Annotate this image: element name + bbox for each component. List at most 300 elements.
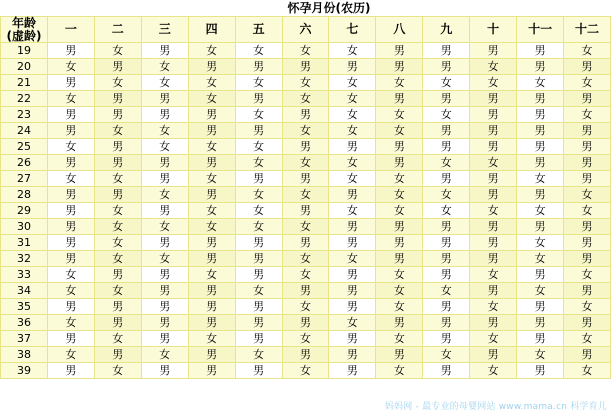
gender-cell: 男	[517, 91, 564, 107]
gender-cell: 女	[188, 75, 235, 91]
gender-cell: 男	[235, 331, 282, 347]
gender-cell: 女	[423, 283, 470, 299]
gender-cell: 女	[47, 59, 94, 75]
gender-cell: 男	[235, 267, 282, 283]
month-header-12: 十二	[564, 17, 611, 43]
table-row	[1, 171, 611, 187]
gender-cell: 男	[47, 75, 94, 91]
gender-cell: 女	[235, 347, 282, 363]
gender-cell: 男	[235, 91, 282, 107]
gender-cell: 男	[329, 267, 376, 283]
gender-cell: 女	[329, 107, 376, 123]
month-header-7: 七	[329, 17, 376, 43]
gender-cell: 女	[376, 283, 423, 299]
gender-cell: 男	[188, 299, 235, 315]
table-row	[1, 107, 611, 123]
chart-title: 怀孕月份(农历)	[47, 0, 610, 17]
table-row	[1, 331, 611, 347]
age-cell: 29	[1, 203, 48, 219]
gender-cell: 女	[517, 171, 564, 187]
gender-cell: 男	[517, 299, 564, 315]
gender-cell: 男	[282, 139, 329, 155]
gender-cell: 女	[564, 43, 611, 59]
gender-cell: 男	[141, 331, 188, 347]
month-header-3: 三	[141, 17, 188, 43]
gender-cell: 男	[564, 219, 611, 235]
gender-cell: 男	[235, 315, 282, 331]
gender-cell: 男	[282, 283, 329, 299]
gender-cell: 男	[564, 155, 611, 171]
age-cell: 22	[1, 91, 48, 107]
month-header-10: 十	[470, 17, 517, 43]
gender-cell: 男	[376, 219, 423, 235]
gender-cell: 男	[282, 203, 329, 219]
age-cell: 30	[1, 219, 48, 235]
gender-cell: 男	[188, 107, 235, 123]
gender-cell: 女	[376, 107, 423, 123]
gender-cell: 女	[423, 155, 470, 171]
gender-cell: 女	[141, 347, 188, 363]
gender-cell: 女	[141, 139, 188, 155]
gender-cell: 女	[94, 75, 141, 91]
gender-cell: 男	[517, 363, 564, 379]
gender-cell: 女	[376, 123, 423, 139]
gender-cell: 女	[470, 59, 517, 75]
watermark-text: 妈妈网 - 最专业的母婴网站 www.mama.cn 科学育儿	[384, 402, 607, 412]
age-cell: 38	[1, 347, 48, 363]
gender-cell: 女	[47, 283, 94, 299]
gender-cell: 男	[517, 59, 564, 75]
gender-cell: 男	[282, 59, 329, 75]
gender-cell: 女	[376, 299, 423, 315]
gender-cell: 女	[423, 75, 470, 91]
gender-cell: 男	[188, 283, 235, 299]
gender-cell: 女	[235, 107, 282, 123]
gender-cell: 男	[47, 235, 94, 251]
gender-cell: 男	[564, 171, 611, 187]
gender-cell: 男	[376, 43, 423, 59]
gender-cell: 男	[235, 123, 282, 139]
gender-cell: 男	[470, 347, 517, 363]
age-cell: 21	[1, 75, 48, 91]
gender-cell: 男	[517, 123, 564, 139]
gender-cell: 男	[47, 155, 94, 171]
gender-cell: 男	[376, 155, 423, 171]
gender-cell: 男	[470, 219, 517, 235]
gender-cell: 男	[423, 235, 470, 251]
table-row	[1, 203, 611, 219]
gender-cell: 男	[188, 315, 235, 331]
gender-cell: 男	[470, 235, 517, 251]
gender-cell: 男	[47, 363, 94, 379]
gender-cell: 女	[376, 331, 423, 347]
gender-cell: 女	[376, 75, 423, 91]
gender-cell: 男	[517, 107, 564, 123]
gender-cell: 男	[470, 251, 517, 267]
gender-cell: 男	[329, 363, 376, 379]
table-row	[1, 43, 611, 59]
title-row	[1, 0, 611, 17]
gender-cell: 男	[329, 283, 376, 299]
gender-cell: 女	[376, 267, 423, 283]
gender-cell: 男	[188, 251, 235, 267]
gender-cell: 男	[423, 59, 470, 75]
title-spacer	[1, 0, 48, 17]
gender-cell: 男	[188, 187, 235, 203]
gender-cell: 男	[235, 171, 282, 187]
gender-cell: 女	[94, 363, 141, 379]
gender-cell: 男	[376, 139, 423, 155]
gender-cell: 女	[235, 43, 282, 59]
gender-cell: 男	[376, 59, 423, 75]
gender-cell: 男	[282, 171, 329, 187]
gender-cell: 女	[47, 139, 94, 155]
gender-cell: 男	[564, 91, 611, 107]
table-row	[1, 299, 611, 315]
table-row	[1, 267, 611, 283]
gender-cell: 女	[423, 107, 470, 123]
gender-cell: 女	[517, 347, 564, 363]
gender-cell: 女	[470, 75, 517, 91]
gender-cell: 女	[376, 187, 423, 203]
gender-cell: 男	[188, 155, 235, 171]
gender-cell: 男	[470, 91, 517, 107]
gender-cell: 男	[235, 299, 282, 315]
age-cell: 27	[1, 171, 48, 187]
gender-cell: 男	[141, 235, 188, 251]
gender-cell: 男	[47, 123, 94, 139]
gender-cell: 男	[94, 107, 141, 123]
gender-cell: 女	[282, 43, 329, 59]
gender-cell: 女	[329, 123, 376, 139]
gender-cell: 女	[94, 235, 141, 251]
gender-cell: 男	[517, 43, 564, 59]
age-cell: 34	[1, 283, 48, 299]
gender-cell: 女	[517, 283, 564, 299]
gender-cell: 女	[282, 187, 329, 203]
gender-cell: 女	[188, 219, 235, 235]
gender-cell: 男	[423, 139, 470, 155]
gender-cell: 男	[517, 267, 564, 283]
gender-cell: 女	[564, 331, 611, 347]
gender-cell: 男	[329, 187, 376, 203]
gender-cell: 女	[282, 219, 329, 235]
column-header-row	[1, 17, 611, 43]
gender-cell: 女	[141, 251, 188, 267]
gender-cell: 女	[329, 91, 376, 107]
gender-cell: 男	[376, 235, 423, 251]
gender-cell: 男	[423, 251, 470, 267]
gender-cell: 女	[235, 155, 282, 171]
gender-cell: 女	[564, 107, 611, 123]
gender-cell: 男	[376, 91, 423, 107]
gender-cell: 男	[517, 187, 564, 203]
age-header-line2: (虚龄)	[6, 28, 42, 43]
gender-cell: 男	[141, 203, 188, 219]
gender-cell: 男	[47, 187, 94, 203]
gender-cell: 女	[329, 171, 376, 187]
gender-cell: 男	[47, 251, 94, 267]
gender-cell: 男	[329, 299, 376, 315]
gender-cell: 男	[94, 187, 141, 203]
gender-cell: 女	[282, 75, 329, 91]
gender-cell: 女	[329, 155, 376, 171]
gender-cell: 女	[141, 59, 188, 75]
table-row	[1, 251, 611, 267]
gender-cell: 男	[188, 59, 235, 75]
gender-cell: 女	[423, 203, 470, 219]
gender-cell: 男	[470, 123, 517, 139]
gender-cell: 女	[376, 171, 423, 187]
gender-cell: 男	[423, 315, 470, 331]
gender-cell: 男	[94, 315, 141, 331]
month-header-8: 八	[376, 17, 423, 43]
gender-cell: 男	[423, 299, 470, 315]
gender-cell: 男	[564, 315, 611, 331]
gender-cell: 女	[564, 299, 611, 315]
month-header-2: 二	[94, 17, 141, 43]
gender-cell: 男	[141, 171, 188, 187]
gender-cell: 男	[423, 363, 470, 379]
gender-cell: 男	[94, 59, 141, 75]
gender-cell: 男	[94, 139, 141, 155]
gender-cell: 女	[47, 91, 94, 107]
gender-cell: 女	[188, 91, 235, 107]
age-header-cell	[1, 17, 48, 43]
age-cell: 25	[1, 139, 48, 155]
gender-cell: 男	[141, 315, 188, 331]
gender-cell: 男	[329, 347, 376, 363]
gender-cell: 男	[564, 347, 611, 363]
month-header-9: 九	[423, 17, 470, 43]
gender-cell: 女	[329, 43, 376, 59]
age-cell: 35	[1, 299, 48, 315]
gender-cell: 女	[470, 155, 517, 171]
gender-cell: 男	[564, 123, 611, 139]
table-row	[1, 123, 611, 139]
gender-cell: 女	[564, 187, 611, 203]
gender-cell: 男	[517, 219, 564, 235]
table-row	[1, 139, 611, 155]
gender-cell: 女	[423, 187, 470, 203]
age-cell: 26	[1, 155, 48, 171]
gender-cell: 男	[47, 203, 94, 219]
age-header-line1: 年龄	[11, 16, 36, 30]
gender-cell: 女	[517, 75, 564, 91]
gender-cell: 女	[235, 219, 282, 235]
gender-cell: 男	[235, 59, 282, 75]
gender-cell: 女	[235, 139, 282, 155]
age-cell: 33	[1, 267, 48, 283]
gender-cell: 男	[188, 347, 235, 363]
age-cell: 37	[1, 331, 48, 347]
gender-cell: 男	[517, 139, 564, 155]
gender-cell: 男	[423, 267, 470, 283]
gender-cell: 女	[329, 203, 376, 219]
gender-cell: 女	[517, 235, 564, 251]
gender-cell: 女	[376, 363, 423, 379]
gender-cell: 男	[470, 283, 517, 299]
gender-cell: 男	[94, 347, 141, 363]
gender-cell: 男	[141, 107, 188, 123]
gender-cell: 女	[470, 203, 517, 219]
gender-cell: 男	[564, 235, 611, 251]
gender-cell: 男	[329, 59, 376, 75]
month-header-11: 十一	[517, 17, 564, 43]
age-cell: 31	[1, 235, 48, 251]
gender-cell: 女	[141, 187, 188, 203]
gender-cell: 男	[517, 331, 564, 347]
table-row	[1, 315, 611, 331]
gender-cell: 女	[94, 123, 141, 139]
gender-cell: 男	[470, 139, 517, 155]
gender-cell: 女	[47, 347, 94, 363]
gender-cell: 女	[329, 315, 376, 331]
gender-cell: 男	[376, 347, 423, 363]
gender-cell: 女	[282, 267, 329, 283]
gender-cell: 男	[141, 283, 188, 299]
gender-cell: 男	[94, 299, 141, 315]
gender-cell: 女	[188, 171, 235, 187]
gender-cell: 女	[47, 171, 94, 187]
gender-cell: 男	[329, 219, 376, 235]
table-row	[1, 187, 611, 203]
gender-cell: 男	[141, 299, 188, 315]
gender-cell: 女	[470, 299, 517, 315]
month-header-1: 一	[47, 17, 94, 43]
gender-cell: 男	[47, 219, 94, 235]
gender-cell: 男	[282, 315, 329, 331]
gender-cell: 男	[141, 267, 188, 283]
age-cell: 39	[1, 363, 48, 379]
gender-cell: 男	[517, 155, 564, 171]
table-body	[1, 0, 611, 379]
gender-cell: 男	[329, 139, 376, 155]
gender-cell: 女	[188, 139, 235, 155]
table-row	[1, 59, 611, 75]
gender-cell: 女	[235, 75, 282, 91]
gender-cell: 女	[47, 315, 94, 331]
gender-cell: 女	[282, 363, 329, 379]
gender-cell: 男	[470, 107, 517, 123]
gender-cell: 女	[423, 347, 470, 363]
gender-cell: 女	[517, 203, 564, 219]
gender-cell: 男	[470, 171, 517, 187]
gender-cell: 女	[282, 155, 329, 171]
table-row	[1, 363, 611, 379]
gender-cell: 女	[94, 251, 141, 267]
table-row	[1, 91, 611, 107]
month-header-5: 五	[235, 17, 282, 43]
gender-cell: 男	[423, 331, 470, 347]
gender-cell: 女	[141, 75, 188, 91]
gender-cell: 男	[376, 315, 423, 331]
gender-cell: 女	[564, 203, 611, 219]
gender-cell: 男	[188, 363, 235, 379]
gender-cell: 女	[376, 203, 423, 219]
gender-cell: 女	[141, 123, 188, 139]
gender-cell: 男	[141, 155, 188, 171]
table-row	[1, 235, 611, 251]
gender-cell: 女	[94, 219, 141, 235]
gender-cell: 女	[282, 299, 329, 315]
gender-cell: 男	[188, 123, 235, 139]
gender-cell: 男	[47, 43, 94, 59]
gender-cell: 男	[94, 91, 141, 107]
gender-cell: 男	[423, 123, 470, 139]
gender-cell: 女	[470, 267, 517, 283]
gender-cell: 男	[141, 91, 188, 107]
table-row	[1, 283, 611, 299]
gender-cell: 女	[517, 251, 564, 267]
age-cell: 36	[1, 315, 48, 331]
gender-cell: 女	[47, 267, 94, 283]
gender-cell: 男	[94, 155, 141, 171]
gender-cell: 女	[188, 43, 235, 59]
gender-cell: 女	[282, 123, 329, 139]
gender-cell: 男	[188, 235, 235, 251]
gender-cell: 女	[282, 331, 329, 347]
gender-cell: 男	[282, 347, 329, 363]
gender-cell: 女	[235, 203, 282, 219]
gender-cell: 男	[235, 363, 282, 379]
gender-cell: 女	[94, 331, 141, 347]
month-header-4: 四	[188, 17, 235, 43]
gender-cell: 女	[188, 331, 235, 347]
gender-cell: 男	[517, 315, 564, 331]
age-cell: 20	[1, 59, 48, 75]
table-row	[1, 347, 611, 363]
gender-cell: 女	[564, 363, 611, 379]
gender-cell: 男	[282, 107, 329, 123]
age-cell: 19	[1, 43, 48, 59]
gender-cell: 女	[564, 75, 611, 91]
gender-cell: 男	[470, 315, 517, 331]
age-cell: 24	[1, 123, 48, 139]
gender-cell: 女	[188, 267, 235, 283]
age-cell: 28	[1, 187, 48, 203]
gender-cell: 女	[470, 363, 517, 379]
gender-cell: 女	[329, 75, 376, 91]
gender-cell: 男	[282, 235, 329, 251]
gender-cell: 男	[141, 43, 188, 59]
table-row	[1, 75, 611, 91]
gender-cell: 女	[94, 43, 141, 59]
gender-cell: 女	[94, 171, 141, 187]
gender-cell: 女	[329, 251, 376, 267]
gender-cell: 男	[235, 251, 282, 267]
gender-cell: 男	[564, 251, 611, 267]
gender-cell: 男	[141, 363, 188, 379]
gender-cell: 男	[329, 331, 376, 347]
gender-cell: 女	[282, 251, 329, 267]
gender-cell: 女	[235, 283, 282, 299]
gender-cell: 男	[564, 283, 611, 299]
gender-cell: 男	[423, 171, 470, 187]
gender-cell: 女	[470, 331, 517, 347]
gender-cell: 男	[47, 299, 94, 315]
gender-cell: 男	[564, 139, 611, 155]
age-cell: 32	[1, 251, 48, 267]
gender-cell: 男	[47, 107, 94, 123]
gender-cell: 男	[564, 59, 611, 75]
gender-cell: 男	[376, 251, 423, 267]
gender-cell: 女	[141, 219, 188, 235]
gender-cell: 男	[329, 235, 376, 251]
gender-cell: 女	[94, 283, 141, 299]
gender-cell: 男	[47, 331, 94, 347]
gender-cell: 男	[423, 91, 470, 107]
